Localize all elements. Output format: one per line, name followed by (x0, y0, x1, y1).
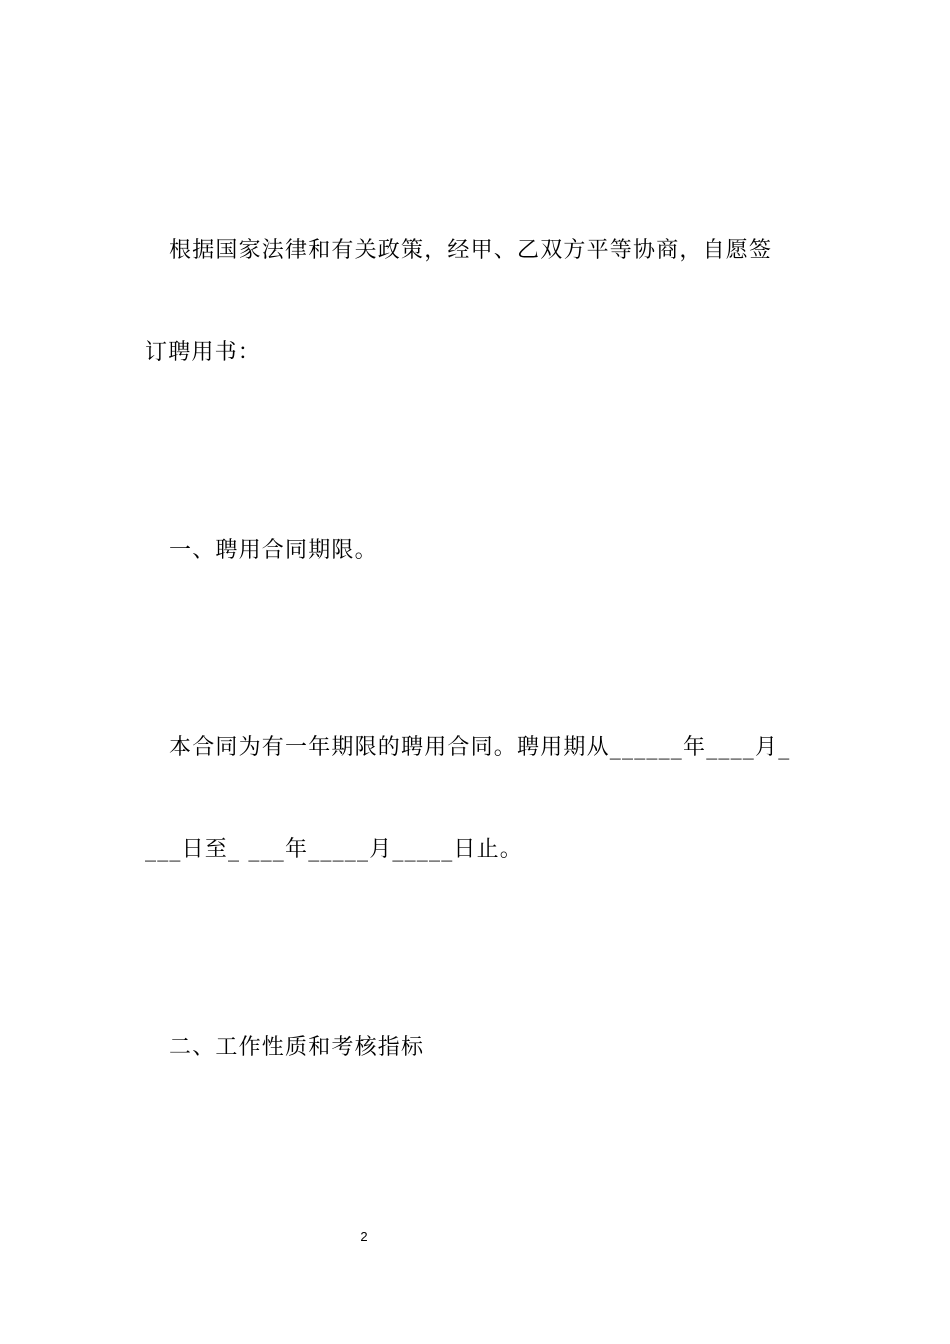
page-number: 2 (360, 1229, 368, 1244)
section-heading-work-nature: 二、工作性质和考核指标 (169, 1035, 425, 1060)
section-heading-contract-term: 一、聘用合同期限。 (169, 538, 378, 563)
paragraph-intro-line-2: 订聘用书： (145, 340, 262, 365)
paragraph-term-line-2: ___日至_ ___年_____月_____日止。 (145, 837, 523, 862)
paragraph-intro-line-1: 根据国家法律和有关政策，经甲、乙双方平等协商，自愿签 (169, 238, 773, 263)
paragraph-term-line-1: 本合同为有一年期限的聘用合同。聘用期从______年____月_ (169, 735, 791, 760)
